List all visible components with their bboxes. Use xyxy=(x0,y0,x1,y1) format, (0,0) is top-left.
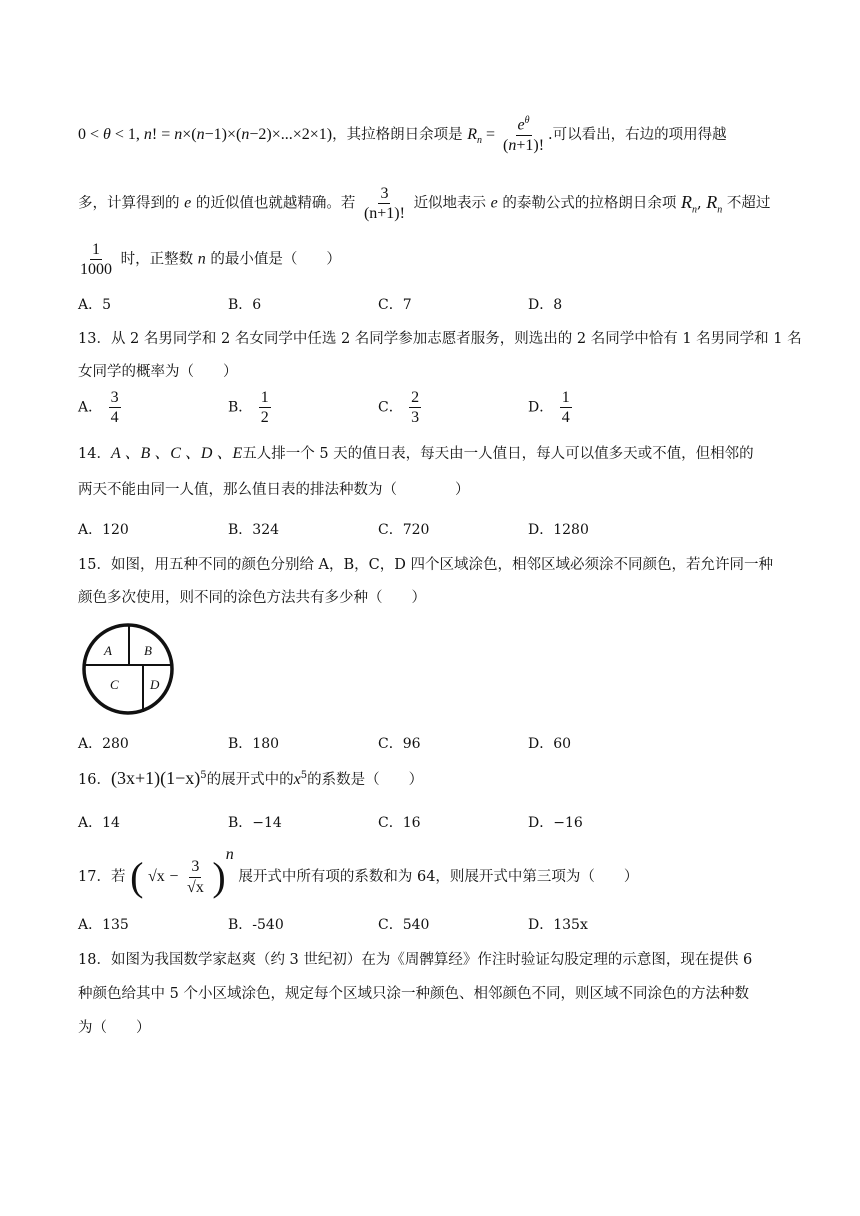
q14-option-c[interactable]: C．720 xyxy=(378,522,430,538)
q12-cont-suffix: .可以看出，右边的项用得越 xyxy=(548,126,727,143)
q14-option-d[interactable]: D．1280 xyxy=(528,522,589,538)
q13-a-num: 3 xyxy=(109,388,121,408)
q16-expression: (3x+1)(1−x) xyxy=(110,768,201,788)
q12-e-symbol-2: e xyxy=(490,194,498,212)
q17-fraction xyxy=(185,857,206,896)
q16-tail-text: 的系数是（ ） xyxy=(307,772,424,788)
q13-option-a-label: A． xyxy=(78,399,103,416)
q12-frac-den: (n+1)! xyxy=(363,205,405,223)
q17-number: 17．若 xyxy=(78,869,126,885)
q17-option-b[interactable]: B．-540 xyxy=(228,917,284,933)
q17-frac-num: 3 xyxy=(189,857,201,877)
q17-sqrt-x: √x xyxy=(148,868,165,885)
q12-line3 xyxy=(76,240,790,279)
q15-line2: 颜色多次使用，则不同的涂色方法共有多少种（ ） xyxy=(78,590,426,606)
q17-frac-den: √x xyxy=(187,878,204,896)
q14-letters: A 、B 、C 、D 、E xyxy=(110,445,243,462)
region-d-label: D xyxy=(150,677,160,692)
q14-line2: 两天不能由同一人值，那么值日表的排法种数为（ ） xyxy=(78,482,470,498)
q13-option-d[interactable] xyxy=(528,388,574,427)
region-a-label: A xyxy=(104,643,112,658)
q18-line2: 种颜色给其中 5 个小区域涂色，规定每个区域只涂一种颜色、相邻颜色不同，则区域不同涂色的方法种数 xyxy=(78,986,749,1002)
q12-text-c: 近似地表示 xyxy=(413,195,487,212)
q12-remainder-fraction: $\frac{e^\theta}{(n+1)!}$ xyxy=(503,115,545,154)
q15-option-b[interactable]: B．180 xyxy=(228,736,280,752)
q12-option-c[interactable]: C．7 xyxy=(378,297,412,313)
q17-option-a[interactable]: A．135 xyxy=(78,917,129,933)
q17-tail-text: 展开式中所有项的系数和为 64，则展开式中第三项为（ ） xyxy=(238,869,639,885)
q17-option-c[interactable]: C．540 xyxy=(378,917,430,933)
q12-text-g: 的最小值是（ ） xyxy=(210,251,341,268)
q17-line: 17．若 ( √x − $\frac{3}{√x}$ )$^n$ 展开式中所有项的系数和为 64，则展开式中第三项为（ ） xyxy=(78,846,639,899)
q13-option-b[interactable] xyxy=(228,388,273,427)
q16-mid-text: 的展开式中的 xyxy=(206,772,294,788)
q14-number: 14． xyxy=(78,446,111,462)
q13-d-den: 4 xyxy=(561,409,570,427)
q15-option-d[interactable]: D．60 xyxy=(528,736,572,752)
q13-option-b-label: B． xyxy=(228,399,253,416)
q12-frac2-num: 1 xyxy=(90,240,102,260)
q14-line1-rest: 五人排一个 5 天的值日表，每天由一人值日，每人可以值多天或不值，但相邻的 xyxy=(242,446,754,462)
q12-text-a: 多，计算得到的 xyxy=(78,195,180,212)
q13-c-den: 3 xyxy=(411,409,420,427)
q13-c-num: 2 xyxy=(409,388,421,408)
q16-option-a[interactable]: A．14 xyxy=(78,815,120,831)
region-b-label: B xyxy=(144,643,152,658)
q13-a-den: 4 xyxy=(110,409,119,427)
q12-cont-prefix: ，其拉格朗日余项是 xyxy=(332,126,463,143)
q12-text-b: 的近似值也就越精确。若 xyxy=(195,195,356,212)
q13-option-d-label: D． xyxy=(528,399,554,416)
q14-option-a[interactable]: A．120 xyxy=(78,522,129,538)
q13-option-c[interactable] xyxy=(378,388,423,427)
q12-text-e: 不超过 xyxy=(726,195,771,212)
q14-option-b[interactable]: B．324 xyxy=(228,522,280,538)
q12-formula-line: 0 < θ < 1, n! = n×(n−1)×(n−2)×...×2×1)，其拉格朗日余项是 $R_n$ = $\frac{e^\theta}{(n+1)!}$ .可以看出，右边的项用得越 xyxy=(78,115,727,154)
q12-e-symbol: e xyxy=(184,194,192,212)
q16-x-exponent: 5 xyxy=(300,770,308,782)
q13-option-c-label: C． xyxy=(378,399,403,416)
q16-exponent: 5 xyxy=(200,770,207,782)
q17-exponent: n xyxy=(225,846,234,863)
q15-region-diagram xyxy=(80,622,178,716)
q12-option-a[interactable]: A．5 xyxy=(78,297,112,313)
q15-option-a[interactable]: A．280 xyxy=(78,736,129,752)
q16-option-c[interactable]: C．16 xyxy=(378,815,421,831)
q12-n-symbol: n xyxy=(197,250,206,268)
q12-line2: 多，计算得到的 e 的近似值也就越精确。若 $\frac{3}{(n+1)!}$ 近似地表示 e 的泰勒公式的拉格朗日余项 $R_n$, $R_n$ 不超过 xyxy=(78,185,771,223)
q12-text-d: 的泰勒公式的拉格朗日余项 xyxy=(502,195,677,212)
q18-line3: 为（ ） xyxy=(78,1020,151,1036)
q15-line1: 15．如图，用五种不同的颜色分别给 A，B，C，D 四个区域涂色，相邻区域必须涂不同颜色，若允许同一种 xyxy=(78,557,774,573)
q12-frac2-den: 1000 xyxy=(80,261,112,279)
q12-option-b[interactable]: B．6 xyxy=(228,297,262,313)
q16-option-d[interactable]: D．−16 xyxy=(528,815,583,831)
q12-frac-num: 3 xyxy=(378,184,390,204)
q18-line1: 18．如图为我国数学家赵爽（约 3 世纪初）在为《周髀算经》作注时验证勾股定理的示意图，现在提供 6 xyxy=(78,952,753,968)
q12-text-f: 时，正整数 xyxy=(120,251,194,268)
q13-line2: 女同学的概率为（ ） xyxy=(78,364,238,380)
q15-option-c[interactable]: C．96 xyxy=(378,736,421,752)
q16-number: 16． xyxy=(78,772,111,788)
q14-line1 xyxy=(78,440,790,463)
q16-x-symbol: x xyxy=(293,771,301,788)
q12-option-d[interactable]: D．8 xyxy=(528,297,563,313)
q13-d-num: 1 xyxy=(560,388,572,408)
q13-line1: 13．从 2 名男同学和 2 名女同学中任选 2 名同学参加志愿者服务，则选出的 2 名同学中恰有 1 名男同学和 1 名 xyxy=(78,331,802,347)
q13-b-den: 2 xyxy=(260,409,269,427)
q13-option-a[interactable] xyxy=(78,388,123,427)
q13-b-num: 1 xyxy=(259,388,271,408)
q12-threshold-fraction xyxy=(78,240,114,279)
q12-approx-fraction xyxy=(362,184,407,223)
q16-line xyxy=(78,768,790,789)
region-c-label: C xyxy=(110,677,119,692)
q17-minus: − xyxy=(169,868,179,885)
q16-option-b[interactable]: B．−14 xyxy=(228,815,282,831)
q17-option-d[interactable]: D．135x xyxy=(528,917,588,933)
